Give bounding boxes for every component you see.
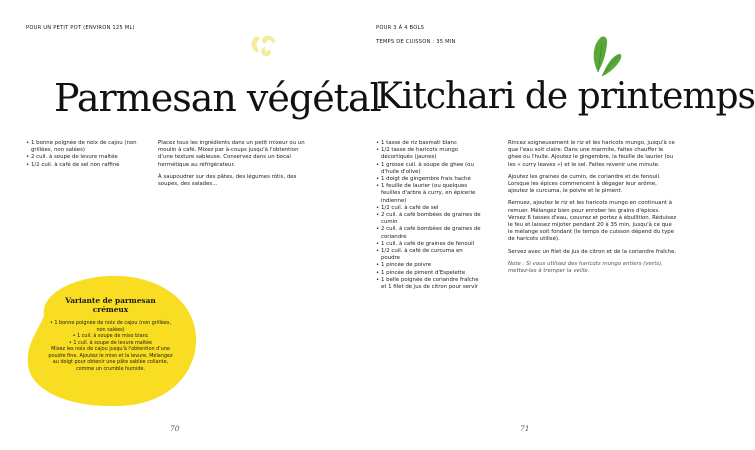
ingredient-item: • 1/2 cuil. à café de curcuma en poudre	[376, 248, 482, 262]
ingredient-item: • 1/2 cuil. à café de sel	[376, 205, 482, 212]
ingredient-item: • 1/2 tasse de haricots mungo décortiqués (jaunes)	[376, 147, 482, 161]
step-paragraph: Placez tous les ingrédients dans un petit mixeur ou un moulin à café. Mixez par à-coups jusqu'à l'obtention d'une texture sableuse. Conservez dans un bocal hermétique au réfrigérateur.	[158, 140, 305, 168]
ingredient-item: • 1/2 cuil. à café de sel non raffiné	[26, 162, 144, 169]
ingredient-item: • 1 cuil. à café de graines de fenouil	[376, 241, 482, 248]
page-number-right: 71	[520, 424, 530, 433]
left-title: Parmesan végétal	[54, 76, 381, 120]
step-paragraph: Rincez soigneusement le riz et les haricots mungo, jusqu'à ce que l'eau soit claire. Dans une marmite, faites chauffer le ghee ou l'huile. Ajoutez le gingembre, la feuille de laurier (ou les « curry leaves ») et le sel. Faites revenir une minute.	[508, 140, 675, 168]
left-steps	[158, 140, 308, 193]
ingredient-item: • 1 bonne poignée de noix de cajou (non grillées, non salées)	[26, 140, 144, 154]
spinach-leaves-icon	[588, 32, 622, 78]
ingredient-item: • 1 tasse de riz basmati blanc	[376, 140, 482, 147]
variant-ingredient: • 1 cuil. à soupe de levure maltée	[48, 340, 173, 347]
step-paragraph: Ajoutez les graines de cumin, de coriandre et de fenouil. Lorsque les épices commencent à dégager leur arôme, ajoutez le curcuma, le poivre et le piment.	[508, 173, 661, 195]
ingredient-item: • 1 doigt de gingembre frais haché	[376, 176, 482, 183]
right-steps	[508, 140, 678, 280]
variant-ingredient: • 1 cuil. à soupe de miso blanc	[48, 333, 173, 340]
variant-text: Mixez les noix de cajou jusqu'à l'obtention d'une poudre fine. Ajoutez le miso et la levure. Mélangez au doigt pour obtenir une pâte sablée collante, comme un crumble humide.	[48, 346, 173, 372]
page-number-left: 70	[170, 424, 180, 433]
ingredient-item: • 1 pincée de piment d'Espelette	[376, 270, 482, 277]
right-yield: POUR 3 À 4 BOLS	[376, 25, 425, 31]
right-ingredients	[376, 140, 482, 291]
ingredient-item: • 1 grosse cuil. à soupe de ghee (ou d'huile d'olive)	[376, 162, 482, 176]
ingredient-item: • 2 cuil. à café bombées de graines de cumin	[376, 212, 482, 226]
cooking-time: TEMPS DE CUISSON : 35 MIN	[376, 39, 456, 45]
left-yield: POUR UN PETIT POT (ENVIRON 125 ML)	[26, 25, 135, 31]
ingredient-item: • 1 pincée de poivre	[376, 262, 482, 269]
step-paragraph: Servez avec un filet de jus de citron et de la coriandre fraîche.	[508, 248, 677, 255]
ingredient-item: • 2 cuil. à café bombées de graines de coriandre	[376, 226, 482, 240]
ingredient-item: • 2 cuil. à soupe de levure maltée	[26, 154, 144, 161]
ingredient-item: • 1 belle poignée de coriandre fraîche et 1 filet de jus de citron pour servir	[376, 277, 482, 291]
recipe-note: Note : Si vous utilisez des haricots mungo entiers (verts), mettez-les à tremper la veille.	[508, 260, 663, 275]
variant-box	[48, 296, 173, 372]
step-paragraph: À saupoudrer sur des pâtes, des légumes rôtis, des soupes, des salades…	[158, 173, 297, 188]
step-paragraph: Remuez, ajoutez le riz et les haricots mungo en continuant à remuer. Mélangez bien pour enrober les grains d'épices. Versez 6 tasses d'eau, couvrez et portez à ébullition. Réduisez le feu et laissez mijoter pendant 20 à 35 min, jusqu'à ce que le mélange soit fondant (le temps de cuisson dépend du type de haricots utilisé).	[508, 200, 677, 243]
right-page	[350, 0, 755, 450]
variant-title: Variante de parmesan crémeux	[65, 296, 156, 314]
right-title: Kitchari de printemps	[376, 76, 755, 117]
cashew-icon	[248, 32, 278, 60]
left-ingredients	[26, 140, 144, 169]
ingredient-item: • 1 feuille de laurier (ou quelques feuilles d'arbre à curry, en épicerie indienne)	[376, 183, 482, 205]
variant-ingredient: • 1 bonne poignée de noix de cajou (non grillées, non salées)	[48, 320, 173, 333]
